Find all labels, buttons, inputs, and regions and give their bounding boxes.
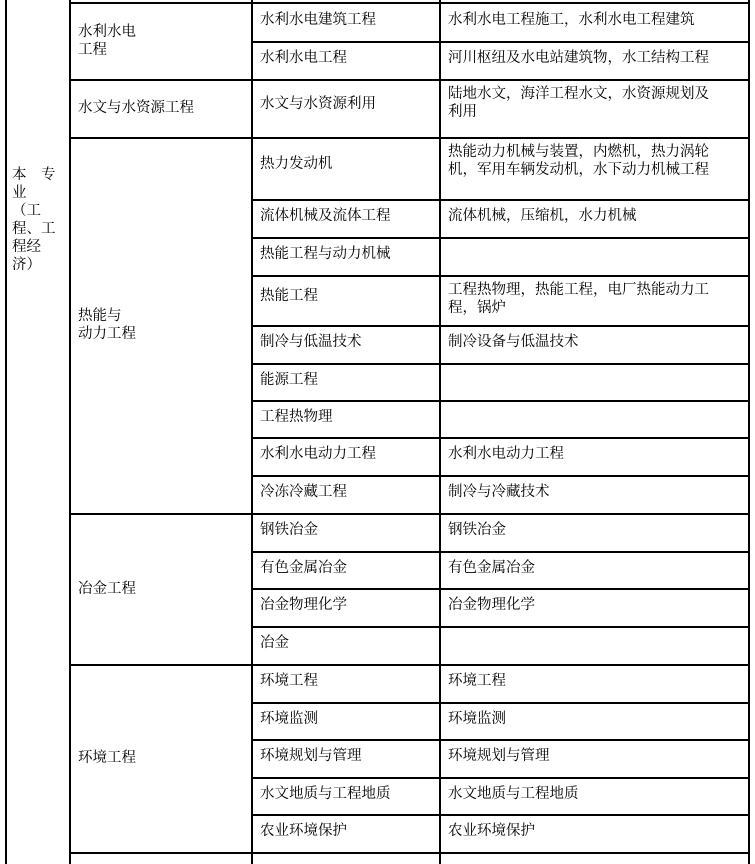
row-divider <box>251 702 750 704</box>
table-border-left <box>5 0 7 864</box>
major-cell: 水利水电建筑工程 <box>260 12 376 28</box>
table-border-right <box>748 0 750 864</box>
row-divider <box>251 551 750 553</box>
row-divider <box>251 199 750 201</box>
related-major-cell: 环境工程 <box>448 673 506 689</box>
related-major-cell: 钢铁冶金 <box>448 522 506 538</box>
major-cell: 能源工程 <box>260 372 318 388</box>
related-major-cell: 冶金物理化学 <box>448 597 535 613</box>
related-major-cell: 水利水电动力工程 <box>448 446 564 462</box>
related-major-cell: 流体机械，压缩机，水力机械 <box>448 208 637 224</box>
major-cell: 制冷与低温技术 <box>260 334 362 350</box>
related-major-cell: 水利水电工程施工，水利水电工程建筑 <box>448 12 695 28</box>
category-cell: 环境工程 <box>78 750 136 766</box>
category-cell: 冶金工程 <box>78 581 136 597</box>
major-cell: 热能工程与动力机械 <box>260 246 391 262</box>
major-cell: 水文地质与工程地质 <box>260 786 391 802</box>
related-major-cell: 制冷设备与低温技术 <box>448 334 579 350</box>
row-divider <box>251 475 750 477</box>
major-cell: 热力发动机 <box>260 156 333 172</box>
row-divider <box>251 626 750 628</box>
table-rule-vertical <box>439 0 441 864</box>
row-divider <box>251 777 750 779</box>
major-cell: 冶金 <box>260 635 289 651</box>
group-divider <box>69 79 750 81</box>
row-divider <box>251 437 750 439</box>
related-major-cell: 陆地水文，海洋工程水文，水资源规划及 利用 <box>448 86 709 120</box>
degree-level-label: 本 专 业 （工 程、工 程经 济） <box>12 167 56 273</box>
major-cell: 有色金属冶金 <box>260 560 347 576</box>
related-major-cell: 环境规划与管理 <box>448 748 550 764</box>
table-rule-horizontal <box>69 2 750 4</box>
row-divider <box>251 588 750 590</box>
row-divider <box>251 363 750 365</box>
row-divider <box>251 325 750 327</box>
related-major-cell: 环境监测 <box>448 711 506 727</box>
major-cell: 环境规划与管理 <box>260 748 362 764</box>
row-divider <box>251 400 750 402</box>
major-cell: 工程热物理 <box>260 409 333 425</box>
row-divider <box>251 739 750 741</box>
row-divider <box>251 275 750 277</box>
table-rule-vertical <box>69 0 71 864</box>
row-divider <box>251 814 750 816</box>
category-cell: 热能与 动力工程 <box>78 308 136 342</box>
major-cell: 水利水电工程 <box>260 50 347 66</box>
related-major-cell: 有色金属冶金 <box>448 560 535 576</box>
related-major-cell: 工程热物理，热能工程，电厂热能动力工 程，锅炉 <box>448 282 709 316</box>
major-cell: 农业环境保护 <box>260 823 347 839</box>
related-major-cell: 河川枢纽及水电站建筑物，水工结构工程 <box>448 50 709 66</box>
major-cell: 环境监测 <box>260 711 318 727</box>
row-divider <box>251 237 750 239</box>
related-major-cell: 制冷与冷藏技术 <box>448 484 550 500</box>
category-cell: 水文与水资源工程 <box>78 100 194 116</box>
major-cell: 水文与水资源利用 <box>260 96 376 112</box>
table-rule-vertical <box>251 0 253 864</box>
major-cell: 流体机械及流体工程 <box>260 208 391 224</box>
group-divider <box>69 664 750 666</box>
major-cell: 环境工程 <box>260 673 318 689</box>
major-cell: 热能工程 <box>260 288 318 304</box>
major-cell: 冶金物理化学 <box>260 597 347 613</box>
major-cell: 水利水电动力工程 <box>260 446 376 462</box>
major-cell: 冷冻冷藏工程 <box>260 484 347 500</box>
related-major-cell: 农业环境保护 <box>448 823 535 839</box>
related-major-cell: 水文地质与工程地质 <box>448 786 579 802</box>
related-major-cell: 热能动力机械与装置，内燃机，热力涡轮 机，军用车辆发动机，水下动力机械工程 <box>448 144 709 178</box>
major-cell: 钢铁冶金 <box>260 522 318 538</box>
group-divider <box>69 137 750 139</box>
category-cell: 水利水电 工程 <box>78 24 136 58</box>
group-divider <box>69 513 750 515</box>
row-divider <box>251 41 750 43</box>
group-divider <box>69 852 750 854</box>
